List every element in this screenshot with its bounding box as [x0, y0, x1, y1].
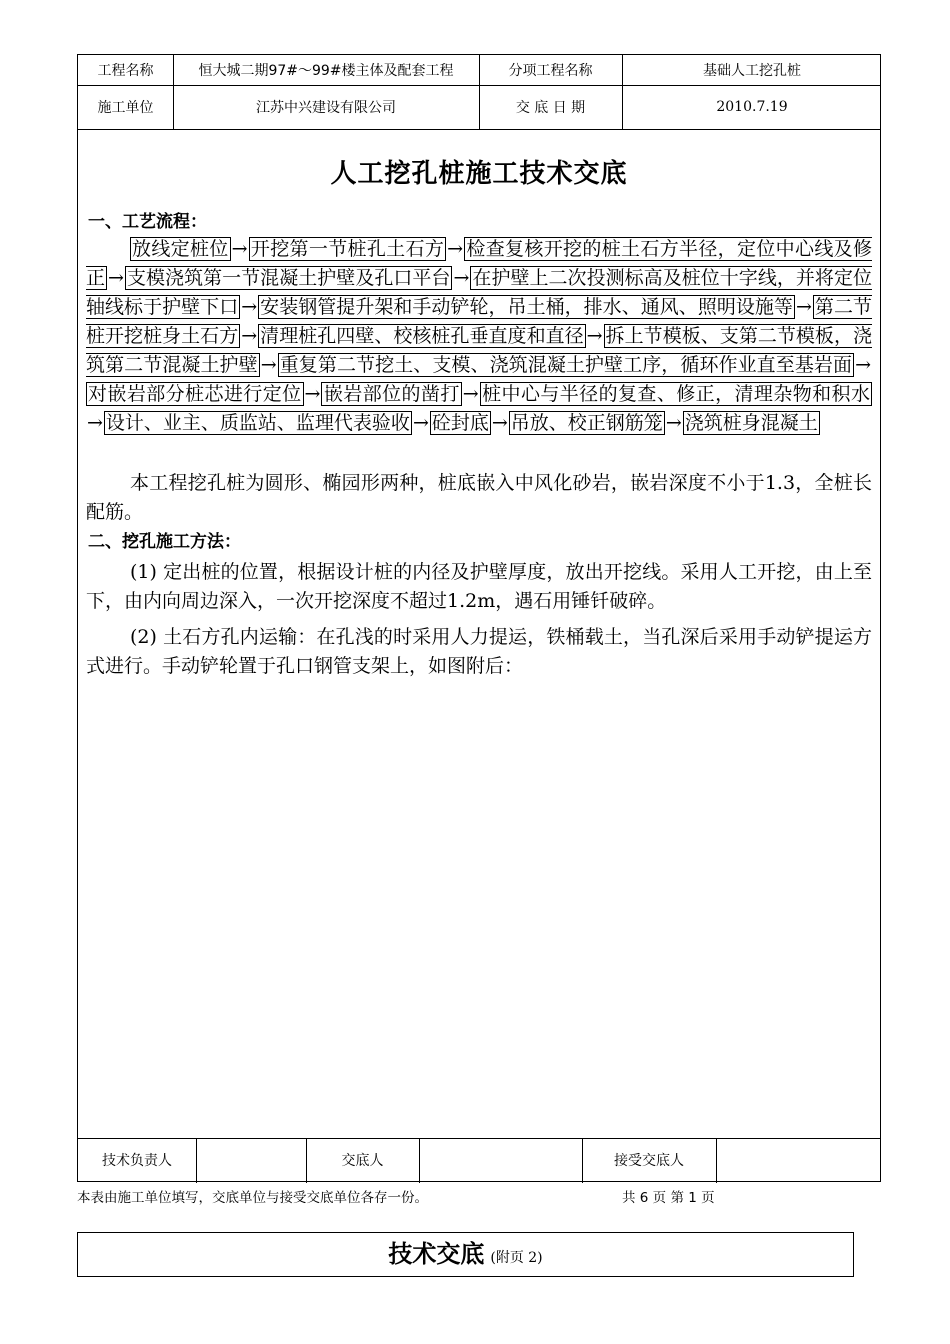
- pile-note: 本工程挖孔桩为圆形、椭园形两种，桩底嵌入中风化砂岩，嵌岩深度不小于1.3，全桩长配筋。: [86, 472, 872, 523]
- discloser-label: 交底人: [341, 1153, 384, 1169]
- page-count: 共 6 页 第 1 页: [622, 1190, 715, 1206]
- receiver-signature-field[interactable]: [716, 1138, 882, 1182]
- flow-arrow-icon: →: [453, 267, 470, 289]
- flow-arrow-icon: →: [665, 412, 682, 434]
- flow-step: 开挖第一节桩孔土石方: [250, 238, 445, 260]
- method-paragraph-2: (2) 土石方孔内运输：在孔浅的时采用人力提运，铁桶载土，当孔深后采用手动铲提运方式进行。手动铲轮置于孔口钢管支架上，如图附后：: [86, 626, 872, 677]
- flow-step: 吊放、校正钢筋笼: [510, 412, 663, 434]
- flow-step: 重复第二节挖土、支模、浇筑混凝土护壁工序，循环作业直至基岩面: [279, 354, 853, 376]
- flow-step: 安装钢管提升架和手动铲轮，吊土桶，排水、通风、照明设施等: [260, 296, 793, 318]
- flow-step: 第二节桩开挖桩身土石方: [86, 296, 872, 347]
- disclosure-form: [77, 54, 881, 1182]
- flow-step: 嵌岩部位的凿打: [323, 383, 460, 405]
- header-bottom-line: [78, 129, 880, 130]
- flow-arrow-icon: →: [304, 383, 321, 405]
- page-2-title: 技术交底: [388, 1240, 485, 1268]
- flow-arrow-icon: →: [108, 267, 124, 289]
- flow-step: 浇筑桩身混凝土: [684, 412, 818, 434]
- construction-unit-label: 施工单位: [97, 100, 154, 116]
- footer-note: 本表由施工单位填写，交底单位与接受交底单位各存一份。: [77, 1190, 428, 1206]
- flow-step: 设计、业主、质监站、监理代表验收: [105, 412, 410, 434]
- flow-arrow-icon: →: [231, 238, 248, 260]
- flow-arrow-icon: →: [87, 412, 103, 434]
- method-paragraph-1: (1) 定出桩的位置，根据设计桩的内径及护壁厚度，放出开挖线。采用人工开挖，由上至下，由内向周边深入，一次开挖深度不超过1.2m，遇石用锤钎破碎。: [86, 561, 872, 612]
- flow-arrow-icon: →: [855, 354, 871, 376]
- flow-arrow-icon: →: [586, 325, 603, 347]
- flow-step: 在护壁上二次投测标高及桩位十字线，并将定位轴线标于护壁下口: [86, 267, 872, 318]
- flow-step: 拆上节模板、支第二节模板，浇筑第二节混凝土护壁: [86, 325, 872, 376]
- flow-step: 砼封底: [431, 412, 489, 434]
- tech-lead-label: 技术负责人: [102, 1153, 172, 1169]
- disclosure-date-label: 交 底 日 期: [515, 100, 586, 116]
- section-2-heading: 二、挖孔施工方法：: [88, 532, 241, 552]
- flow-step: 检查复核开挖的桩土石方半径，定位中心线及修正: [86, 238, 872, 289]
- flow-step: 支模浇筑第一节混凝土护壁及孔口平台: [126, 267, 451, 289]
- project-name-value: 恒大城二期97#～99#楼主体及配套工程: [198, 63, 454, 79]
- document-title: 人工挖孔桩施工技术交底: [330, 159, 628, 189]
- flow-arrow-icon: →: [241, 325, 258, 347]
- flow-step: 桩中心与半径的复查、修正，清理杂物和积水: [481, 383, 870, 405]
- discloser-signature-field[interactable]: [419, 1138, 582, 1182]
- flow-arrow-icon: →: [241, 296, 258, 318]
- flow-arrow-icon: →: [447, 238, 464, 260]
- flow-arrow-icon: →: [795, 296, 812, 318]
- flow-arrow-icon: →: [260, 354, 277, 376]
- flow-arrow-icon: →: [462, 383, 479, 405]
- subproject-name-value: 基础人工挖孔桩: [703, 63, 801, 79]
- flow-arrow-icon: →: [412, 412, 429, 434]
- section-1-heading: 一、工艺流程：: [88, 212, 207, 232]
- flow-step: 对嵌岩部分桩芯进行定位: [88, 383, 302, 405]
- page-2-header: [77, 1232, 854, 1277]
- flow-step: 清理桩孔四壁、校核桩孔垂直度和直径: [260, 325, 584, 347]
- page-2-subtitle: (附页 2): [490, 1250, 543, 1266]
- disclosure-date-value: 2010.7.19: [716, 99, 788, 115]
- receiver-label: 接受交底人: [614, 1153, 684, 1169]
- subproject-name-label: 分项工程名称: [508, 63, 593, 79]
- flow-arrow-icon: →: [491, 412, 508, 434]
- construction-unit-value: 江苏中兴建设有限公司: [256, 100, 396, 116]
- tech-lead-signature-field[interactable]: [196, 1138, 306, 1182]
- flow-step: 放线定桩位: [132, 238, 229, 260]
- process-flow: [86, 235, 872, 438]
- project-name-label: 工程名称: [97, 63, 154, 79]
